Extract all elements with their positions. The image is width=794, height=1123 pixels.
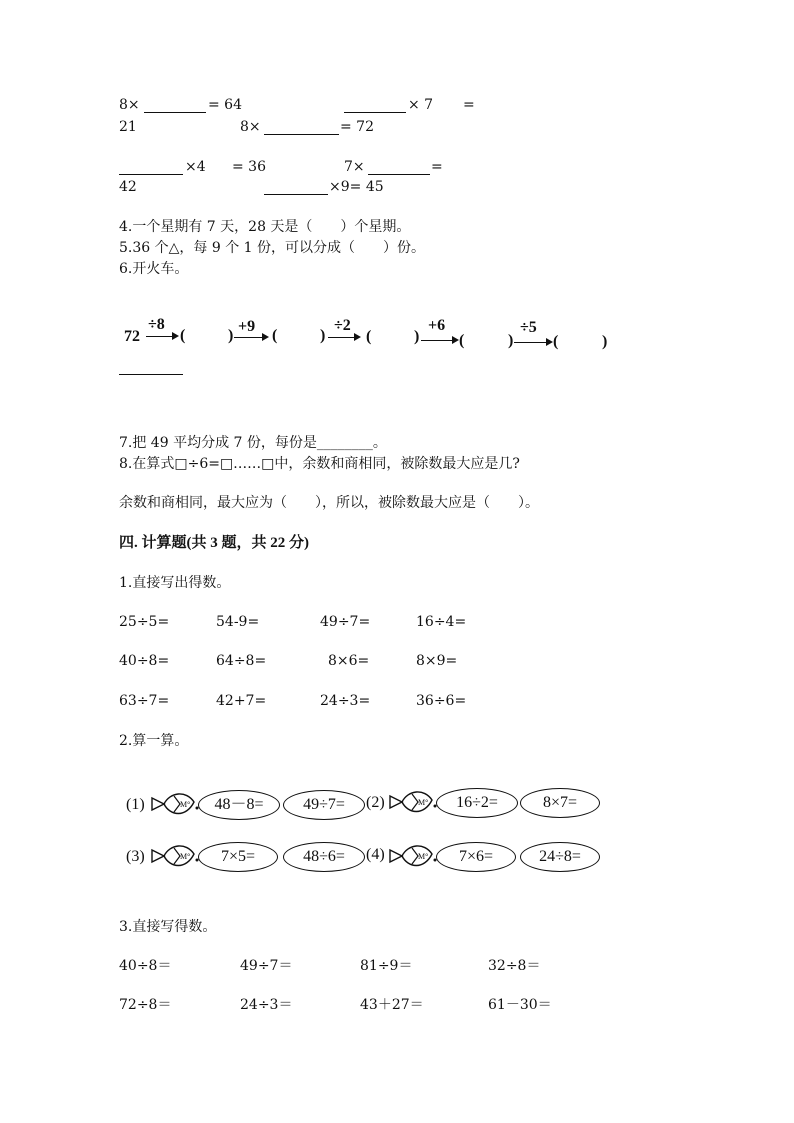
train-close-3: ) — [414, 328, 420, 345]
calc-cell: 63÷7= — [119, 693, 170, 709]
fish-oval: 16÷2= — [436, 788, 518, 818]
train-op-3: ÷2 — [334, 317, 351, 334]
calc-cell: 49÷7= — [320, 614, 371, 630]
question-8-answer: 余数和商相同，最大应为（ ），所以，被除数最大应是（ ）。 — [119, 495, 539, 511]
train-arrow-4 — [421, 340, 454, 341]
blank-5-line[interactable] — [368, 174, 430, 175]
fish-label-1: (1) — [126, 796, 145, 813]
blank-2-equals: = — [463, 97, 475, 113]
train-open-3: ( — [366, 328, 372, 345]
train-close-1: ) — [228, 327, 234, 344]
blank-2-line[interactable] — [344, 112, 406, 113]
calc-cell: 64÷8= — [216, 653, 267, 669]
train-arrow-3 — [328, 337, 356, 338]
svg-text:M°: M° — [418, 852, 429, 861]
train-op-5: ÷5 — [520, 319, 537, 336]
blank-6-suffix: ×9= 45 — [329, 179, 384, 195]
fish-label-4: (4) — [366, 846, 385, 863]
question-5: 5.36 个△，每 9 个 1 份，可以分成（ ）份。 — [119, 240, 426, 256]
blank-4-equals: = 36 — [232, 159, 266, 175]
blank-3-line[interactable] — [264, 134, 339, 135]
calc-cell: 40÷8= — [119, 653, 170, 669]
train-open-2: ( — [272, 327, 278, 344]
train-op-2: +9 — [238, 318, 256, 335]
question-8: 8.在算式□÷6=□……□中，余数和商相同，被除数最大应是几? — [119, 456, 520, 472]
train-arrowhead-2 — [262, 333, 269, 341]
fish-oval: 8×7= — [520, 788, 600, 818]
fish-oval: 7×6= — [436, 842, 516, 872]
fish-icon — [388, 786, 438, 818]
svg-text:M°: M° — [180, 852, 191, 861]
calc-cell: 25÷5= — [119, 614, 170, 630]
fish-oval: 48－8= — [198, 790, 280, 820]
train-arrowhead-3 — [354, 333, 361, 341]
train-arrow-5 — [514, 342, 548, 343]
part-3-title: 3.直接写得数。 — [119, 919, 217, 935]
blank-6-value: 42 — [119, 179, 137, 195]
calc-cell: 24÷3= — [320, 693, 371, 709]
blank-5-prefix: 7× — [344, 159, 365, 175]
calc-cell: 8×9= — [416, 653, 458, 669]
train-arrowhead-5 — [546, 338, 553, 346]
section-4-title: 四. 计算题(共 3 题，共 22 分) — [119, 535, 309, 551]
fish-icon — [150, 840, 200, 872]
calc-cell: 8×6= — [328, 653, 370, 669]
blank-1-prefix: 8× — [119, 97, 140, 113]
question-6: 6.开火车。 — [119, 261, 189, 277]
blank-6-line[interactable] — [264, 194, 328, 195]
fish-oval: 7×5= — [198, 842, 278, 872]
fish-oval: 49÷7= — [283, 790, 365, 820]
train-op-4: +6 — [428, 317, 446, 334]
calc-cell: 81÷9＝ — [360, 958, 413, 974]
fish-oval: 24÷8= — [520, 842, 600, 872]
calc-cell: 49÷7＝ — [240, 958, 293, 974]
blank-3-suffix: = 72 — [340, 119, 374, 135]
blank-1-suffix: = 64 — [208, 97, 242, 113]
fish-oval: 48÷6= — [283, 842, 365, 872]
train-open-4: ( — [459, 332, 465, 349]
train-open-5: ( — [553, 333, 559, 350]
blank-5-suffix: = — [431, 159, 443, 175]
svg-text:M°: M° — [418, 798, 429, 807]
train-close-4: ) — [508, 332, 514, 349]
part-2-title: 2.算一算。 — [119, 733, 189, 749]
question-4: 4.一个星期有 7 天，28 天是（ ）个星期。 — [119, 219, 411, 235]
train-arrowhead-1 — [172, 332, 179, 340]
calc-cell: 24÷3＝ — [240, 997, 293, 1013]
blank-3-prefix: 8× — [240, 119, 261, 135]
fish-label-3: (3) — [126, 848, 145, 865]
calc-cell: 40÷8＝ — [119, 958, 172, 974]
fish-icon — [150, 788, 200, 820]
calc-cell: 61－30＝ — [488, 997, 552, 1013]
blank-4-suffix: ×4 — [185, 159, 206, 175]
calc-cell: 43＋27＝ — [360, 997, 424, 1013]
calc-cell: 36÷6= — [416, 693, 467, 709]
blank-2-suffix: × 7 — [408, 97, 434, 113]
fish-icon — [388, 840, 438, 872]
calc-cell: 42+7= — [216, 693, 267, 709]
train-arrow-2 — [234, 337, 264, 338]
calc-cell: 16÷4= — [416, 614, 467, 630]
train-arrowhead-4 — [452, 336, 459, 344]
train-op-1: ÷8 — [148, 316, 165, 333]
part-1-title: 1.直接写出得数。 — [119, 575, 231, 591]
calc-cell: 72÷8＝ — [119, 997, 172, 1013]
train-arrow-1 — [146, 336, 174, 337]
calc-cell: 32÷8＝ — [488, 958, 541, 974]
train-answer-line[interactable] — [119, 374, 183, 375]
train-close-2: ) — [320, 327, 326, 344]
svg-text:M°: M° — [180, 800, 191, 809]
train-close-5: ) — [602, 333, 608, 350]
calc-cell: 54-9= — [216, 614, 260, 630]
question-7: 7.把 49 平均分成 7 份，每份是________。 — [119, 435, 387, 451]
blank-1-line[interactable] — [144, 112, 206, 113]
train-open-1: ( — [180, 327, 186, 344]
blank-4-line[interactable] — [119, 174, 183, 175]
fish-label-2: (2) — [366, 794, 385, 811]
blank-2-value: 21 — [119, 119, 137, 135]
train-start: 72 — [124, 328, 140, 345]
